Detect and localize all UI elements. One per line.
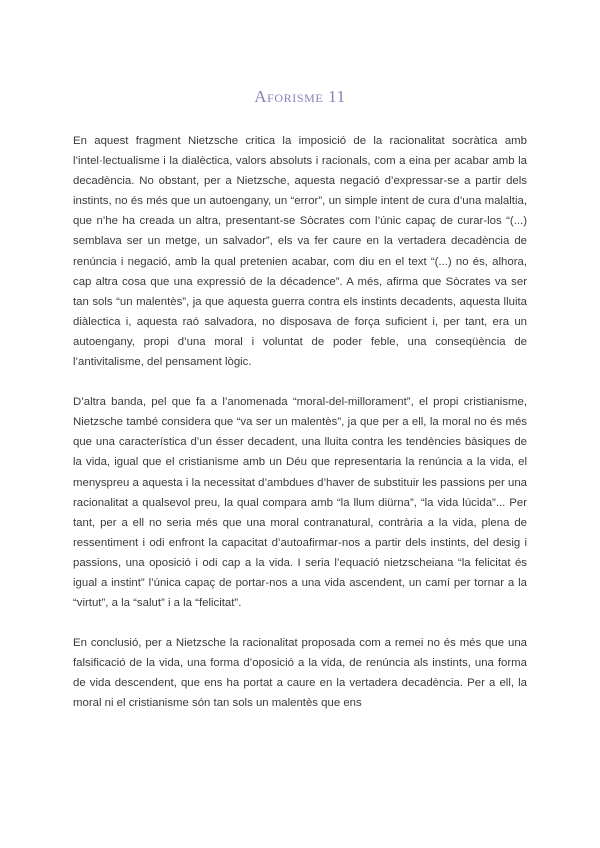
page-title: Aforisme 11 (254, 87, 346, 106)
paragraph-1: En aquest fragment Nietzsche critica la imposició de la racionalitat socràtica amb l’intel·lectualisme i la dialèctica, valors absoluts i racionals, com a eina per acabar amb la decadència. No obstant, per a Nietzsche, aquesta negació d’expressar-se a partir dels instints, no és més que un autoengany, un “error”, un simple intent de cura d’una malaltia, que n’he ha creada un altra, presentant-se Sòcrates com l’únic capaç de curar-los “(...) semblava ser un metge, un salvador”, els va fer caure en la vertadera decadència de renúncia i negació, amb la qual pretenien acabar, com diu en el text “(...) no és, alhora, cap altra cosa que una expressió de la décadence”. A més, afirma que Sòcrates va ser tan sols “un malentès”, ja que aquesta guerra contra els instints decadents, aquesta lluita diàlectica i, aquesta raó salvadora, no disposava de força suficient i, per tant, era un autoengany, propi d’una moral i voluntat de poder feble, una conseqüència de l’antivitalisme, del pensament lògic. (73, 135, 527, 369)
paragraph-2: D’altra banda, pel que fa a l’anomenada “moral-del-millorament”, el propi cristianisme, Nietzsche també considera que “va ser un malentès”, ja que per a ell, la moral no és més que una característica d’un ésser decadent, una lluita contra les tendències bàsiques de la vida, igual que el cristianisme amb un Déu que representaria la renúncia a la vida, el menyspreu a aquesta i la necessitat d’ambdues d’haver de substituir les passions per una racionalitat a qualsevol preu, la qual compara amb “la llum diürna”, “la vida lúcida”... Per tant, per a ell no seria més que una moral contranatural, contrària a la vida, plena de ressentiment i odi enfront la capacitat d’autoafirmar-nos a partir dels instints, del desig i passions, una oposició i odi cap a la vida. I seria l’equació nietzscheiana “la felicitat és igual a instint” l’única capaç de portar-nos a una vida ascendent, un camí per tornar a la “virtut”, a la “salut” i a la “felicitat”. (73, 396, 527, 610)
paragraph-3: En conclusió, per a Nietzsche la racionalitat proposada com a remei no és més que una falsificació de la vida, una forma d’oposició a la vida, de renúncia als instints, una forma de vida descendent, que ens ha portat a caure en la vertadera decadència. Per a ell, la moral ni el cristianisme són tan sols un malentès que ens (73, 637, 527, 710)
body-text (73, 131, 527, 734)
